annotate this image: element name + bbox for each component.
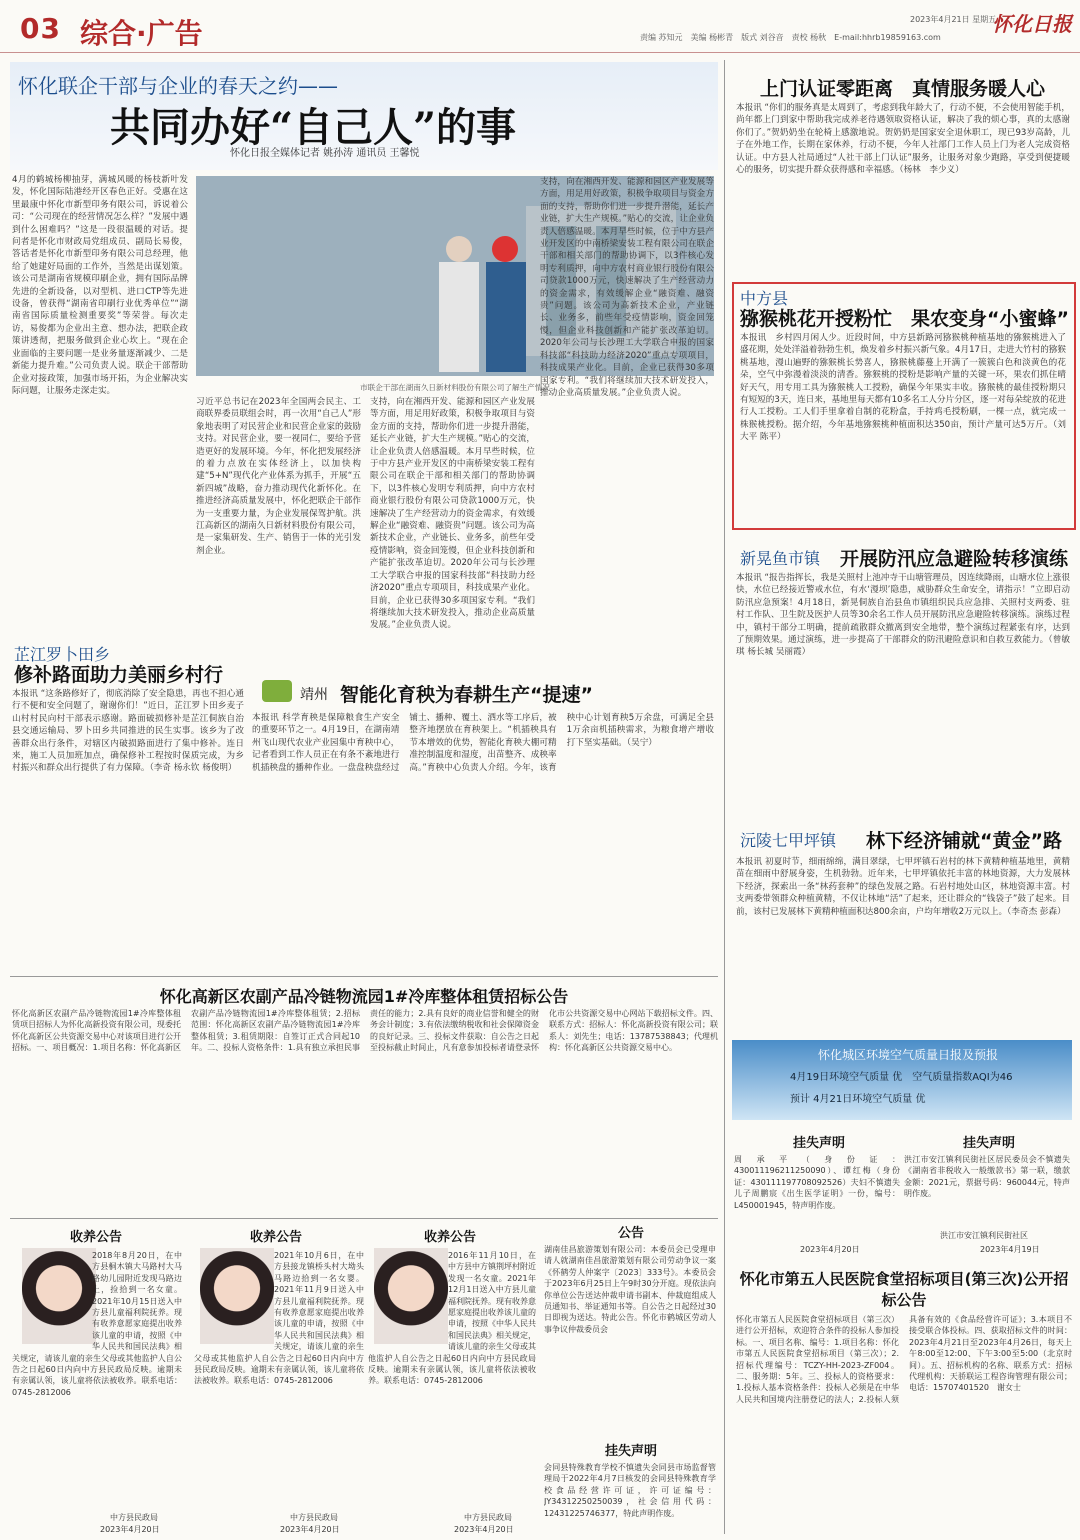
adoption1-title: 收养公告 [69, 1230, 122, 1245]
adoption1-text: 2018年8月20日，在中方县桐木镇大马路村大马路幼儿园附近发现马路边上，捡拾到一名女童。2021年10月15日送入中方县儿童福利院抚养。现有收养意愿家庭提出收养该儿童的申请，按照《中华人民共和国民法典》相关规定，请该儿童的亲生父母或其他监护人自公告之日起60日内向中方县民政局反映。逾期未有亲属认领，该儿童将依法被收养。联系电话：0745-2812006 [12, 1251, 182, 1397]
road-town: 芷江罗卜田乡 [14, 645, 111, 664]
lost-license-title: 挂失声明 [604, 1444, 657, 1459]
adoption2-sign: 中方县民政局 [290, 1513, 338, 1522]
lost-birth-cert-date: 2023年4月20日 [800, 1245, 860, 1254]
lead-column-1: 4月的鹤城杨柳抽芽，满城风暖的杨枝新叶发发，怀化国际陆港经开区春色正好。受惠在这里最康中怀化市新型印务有限公司，诉说着公司：“公司现在的经营情况怎么样？”发展中遇到什么困难吗？”这是一段很温暖的对话。提问者是怀化市财政局党组成员、副局长易俊，答话者是怀化市新型印务有限公司总经理，他给了她建好局面的工作外，当然是出谋划策。该公司是湖南省规模印刷企业，拥有国际品牌先进的全新设备，以对型机、进口CTP等先进设备，曾获得“湖南省印刷行业优秀单位”“湖南省国际质量检测重要奖”等荣誉。每次走访，易俊都为企业出主意、想办法，把联企政策讲透彻，把服务做到企业心坎上。“现在企业面临的主要问题一是业务量逐渐减少、二是新能力提升难。”公司负责人说。联企干部帮助企业对接政策，加强市场开拓，为企业解决实际问题，让服务走深走实。 [12, 175, 188, 396]
section-title: 综合·广告 [80, 17, 203, 50]
adoption1-sign: 中方县民政局 [110, 1513, 158, 1522]
lead-byline: 怀化日报全媒体记者 姚孙涛 通讯员 王馨悦 [230, 148, 420, 159]
lost-birth-cert-title: 挂失声明 [792, 1136, 845, 1151]
air-quality-today: 4月19日环境空气质量 优 空气质量指数AQI为46 [790, 1072, 1013, 1083]
flood-town: 新晃鱼市镇 [740, 549, 821, 568]
peach-county: 中方县 [740, 289, 789, 308]
tender1-title: 怀化高新区农副产品冷链物流园1#冷库整体租赁招标公告 [159, 987, 569, 1006]
adoption3-sign: 中方县民政局 [464, 1513, 512, 1522]
adoption2-text: 2021年10月6日，在中方县接龙镇桥头村大坳头马路边拾到一名女婴。2021年11月9日送入中方县儿童福利院抚养。现有收养意愿家庭提出收养该儿童的申请，按照《中华人民共和国民法典》相关规定，请该儿童的亲生父母或其他监护人自公告之日起60日内向中方县民政局反映。逾期未有亲属认领，该儿童将依法被收养。联系电话：0745-2812006 [194, 1251, 364, 1386]
lead-title: 共同办好“自己人”的事 [110, 104, 517, 151]
road-text: 本报讯 “这条路修好了，彻底消除了安全隐患，再也不担心通行不便和安全问题了，谢谢你们！”近日，芷江罗卜田乡麦子山村村民向村干部表示感谢。路面破损修补是芷江侗族自治县交通运输局、罗卜田乡共同推进的民生实事。该乡为了改善群众出行条件，对辖区内破损路面进行了集中修补。连日来，施工人员加班加点，确保修补工程按时保质完成，为乡村振兴和群众出行提供了有力保障。（李奇 杨永钦 杨俊明） [12, 689, 244, 774]
editor-meta: 责编 苏知元 美编 杨彬青 版式 刘谷音 责校 杨秋 E-mail:hhrb19859163.com [640, 33, 941, 42]
tractor-icon [262, 680, 292, 702]
arbitration-title: 公告 [617, 1226, 644, 1241]
lead-photo-caption: 市联企干部在湖南久日新材料股份有限公司了解生产情况 [360, 383, 550, 392]
air-quality-forecast: 预计 4月21日环境空气质量 优 [790, 1094, 926, 1105]
rice-title: 智能化育秧为春耕生产“提速” [340, 684, 593, 706]
adoption2-title: 收养公告 [249, 1230, 302, 1245]
rice-county: 靖州 [300, 687, 328, 703]
lost-receipt-text: 洪江市安江镇利民街社区居民委员会不慎遗失《湖南省非税收入一般缴款书》第一联，缴款金额：2021元，票据号码：960044元，特声明作废。 [904, 1155, 1070, 1199]
page-number: 03 [20, 12, 61, 45]
lead-column-2: 习近平总书记在2023年全国两会民主、工商联界委员联组会时，再一次用“自己人”形象地表明了对民营企业和民营企业家的鼓励支持。对民营企业，要一视同仁，要给予营造更好的发展环境。今年，怀化把发展经济的着力点放在实体经济上，以加快构建“5+N”现代化产业体系为抓手，开展“五新四城”战略，奋力推动现代化新怀化。在推进经济高质量发展中，怀化把联企干部作为一支重要力量，为企业发展保驾护航。洪江高新区的湖南久日新材料股份有限公司，是一家集研发、生产、销售于一体的光引发剂企业。 [196, 397, 361, 556]
lost-receipt-sign: 洪江市安江镇利民街社区 [940, 1231, 1028, 1240]
lead-kicker: 怀化联企干部与企业的春天之约—— [18, 74, 338, 98]
adoption3-date: 2023年4月20日 [454, 1525, 514, 1534]
adoption2-date: 2023年4月20日 [280, 1525, 340, 1534]
lead-column-3b: 支持，向在湘西开发、能源和园区产业发展等方面，用足用好政策，积极争取项目与资金方面的支持，帮助你们进一步提升潜能，延长产业链，扩大生产规模。”贴心的交流，让企业负责人倍感温暖。本月早些时候，位于中方县产业开发区的中南桥梁安装工程有限公司在联企干部和相关部门的帮助协调下，以3件核心发明专利质押，向中方农村商业银行股份有限公司贷款1000万元，快速解决了生产经营动力的资金需求，有效缓解企业“融资难、融资贵”问题。该公司为高新技术企业，产业链长、业务多，前些年受疫情影响，资金回笼慢，但企业科技创新和产能扩张改革迫切。2020年公司与长沙理工大学联合申报的国家科技部“科技助力经济2020”重点专项项目，科技成果产业化。目前，企业已获得30多项国家专利。“我们将继续加大技术研发投入，推动企业高质量发展。”企业负责人说。 [540, 177, 714, 398]
arbitration-text: 湖南佳昌旅游策划有限公司：本委员会已受理申请人就湖南佳昌旅游策划有限公司劳动争议一案《怀鹤劳人仲案字〔2023〕333号》。本委员会于2023年6月25日上午9时30分开庭。现依法向你单位公告送达仲裁申请书副本、仲裁庭组成人员通知书、举证通知书等。自公告之日起经过30日即视为送达。特此公告。怀化市鹤城区劳动人事争议仲裁委员会 [544, 1245, 716, 1334]
road-title: 修补路面助力美丽乡村行 [14, 664, 224, 686]
peach-text: 本报讯 乡村四月闲人少。近段时间，中方县新路河猕猴桃种植基地的猕猴桃进入了盛花期，处处洋溢着勃勃生机，焕发着乡村振兴新气象。4月17日，走进大竹村的猕猴桃基地，漫山遍野的猕猴桃长势喜人，猕猴桃藤蔓上开满了一簇簇白色和淡黄色的花朵，空气中弥漫着淡淡的清香。猕猴桃的授粉是影响产量的关键一环，果农们抓住晴好天气，用专用工具为猕猴桃人工授粉，确保今年果实丰收。猕猴桃的最佳授粉期只有短短的3天，连日来，基地里每天都有10多名工人分片分区，逐一对每朵绽放的花进行人工授粉。工人们手里拿着自制的花粉盒，手持鸡毛授粉刷，一棵一点，就完成一株猴桃授粉。据介绍，今年基地猕猴桃种植面积达350亩，预计产量可达5万斤。（刘大平 陈平） [740, 333, 1066, 443]
lost-birth-cert-text: 周承平（身份证：430011196211250090）、谭红梅（身份证：430111197708092526）夫妇不慎遗失儿子周鹏宸《出生医学证明》一份，编号：L450001945，特声明作废。 [734, 1155, 900, 1210]
newspaper-logo: 怀化日报 [992, 12, 1072, 36]
lead-column-3a: 支持，向在湘西开发、能源和园区产业发展等方面，用足用好政策，积极争取项目与资金方面的支持，帮助你们进一步提升潜能，延长产业链，扩大生产规模。”贴心的交流，让企业负责人倍感温暖。本月早些时候，位于中方县产业开发区的中南桥梁安装工程有限公司在联企干部和相关部门的帮助协调下，以3件核心发明专利质押，向中方农村商业银行股份有限公司贷款1000万元，快速解决了生产经营动力的资金需求，有效缓解企业“融资难、融资贵”问题。该公司为高新技术企业，产业链长、业务多，前些年受疫情影响，资金回笼慢，但企业科技创新和产能扩张改革迫切。2020年公司与长沙理工大学联合申报的国家科技部“科技助力经济2020”重点专项项目，科技成果产业化。目前，企业已获得30多项国家专利。“我们将继续加大技术研发投入，推动企业高质量发展。”企业负责人说。 [370, 397, 535, 631]
peach-title: 猕猴桃花开授粉忙 果农变身“小蜜蜂” [740, 308, 1069, 330]
section-divider [10, 976, 718, 977]
service-text: 本报讯 “你们的服务真是太周到了，考虑到我年龄大了，行动不便，不会使用智能手机，尚年都上门到家中帮助我完成养老待遇领取资格认证，解决了我的烦心事，真的太感谢你们了。”贺奶奶坐在轮椅上感激地说。贺奶奶是国家安全退休职工，现已93岁高龄，儿子在外地工作，长期在家休养，行动不便，今年人社部门工作人员上门为老人完成资格认证。中方县人社局通过“人社干部上门认证”服务，让服务对象少跑路，享受到便捷暖心的服务，切实提升群众获得感和幸福感。（杨林 李少义） [736, 103, 1070, 176]
rice-text: 本报讯 科学育秧是保障粮食生产安全的重要环节之一。4月19日，在湖南靖州飞山现代农业产业园集中育秧中心，记者看到工作人员正在有条不紊地进行机插秧盘的播种作业。一盘盘秧盘经过铺土、播种、覆土、洒水等工序后，被整齐地摆放在育秧架上。“机插秧具有节本增效的优势，智能化育秧大棚可精准控制温度和湿度，出苗整齐、成秧率高。”育秧中心负责人介绍。今年，该育秧中心计划育秧5万余盘，可满足全县1万余亩机插秧需求，为粮食增产增收打下坚实基础。（吴宁） [252, 713, 714, 773]
flood-title: 开展防汛应急避险转移演练 [840, 548, 1069, 570]
air-quality-title: 怀化城区环境空气质量日报及预报 [818, 1048, 999, 1062]
lost-receipt-title: 挂失声明 [962, 1136, 1015, 1151]
adoption3-title: 收养公告 [423, 1230, 476, 1245]
service-title: 上门认证零距离 真情服务暖人心 [760, 78, 1046, 100]
forest-title: 林下经济铺就“黄金”路 [866, 830, 1062, 852]
lost-receipt-date: 2023年4月19日 [980, 1245, 1040, 1254]
adoption1-date: 2023年4月20日 [100, 1525, 160, 1534]
tender1-text: 怀化高新区农副产品冷链物流园1#冷库整体租赁项目招标人为怀化高新投资有限公司，现委托怀化高新区公共资源交易中心对该项目进行公开招标。一、项目概况：1.项目名称：怀化高新区农副产品冷链物流园1#冷库整体租赁；2.招标范围：怀化高新区农副产品冷链物流园1#冷库整体租赁；3.租赁期限：自签订正式合同起10年。二、投标人资格条件：1.具有独立承担民事责任的能力；2.具有良好的商业信誉和健全的财务会计制度；3.有依法缴纳税收和社会保障资金的良好记录。三、投标文件获取：自公告之日起至投标截止时间止，凡有意参加投标者请登录怀化市公共资源交易中心网站下载招标文件。四、联系方式：招标人：怀化高新投资有限公司；联系人：刘先生；电话：13787538843；代理机构：怀化高新区公共资源交易中心。 [12, 1009, 718, 1053]
tender2-title: 怀化市第五人民医院食堂招标项目(第三次)公开招标公告 [739, 1270, 1069, 1309]
forest-town: 沅陵七甲坪镇 [740, 831, 837, 850]
column-divider [724, 60, 725, 1534]
adoption3-text: 2016年11月10日，在中方县中方镇荆坪村附近发现一名女童。2021年12月1日送入中方县儿童福利院抚养。现有收养意愿家庭提出收养该儿童的申请，按照《中华人民共和国民法典》相关规定，请该儿童的亲生父母或其他监护人自公告之日起60日内向中方县民政局反映。逾期未有亲属认领，该儿童将依法被收养。联系电话：0745-2812006 [368, 1251, 536, 1386]
flood-text: 本报讯 “报告指挥长，我是关照村上池冲寺干山塘管理员，因连续降雨，山塘水位上涨很快，水位已经接近警戒水位，有水‘漫坝’隐患，威胁群众生命安全，请指示！”立即启动防汛应急预案！4月18日，新晃侗族自治县鱼市镇组织民兵应急排、关照村支两委、驻村工作队、卫生院及医护人员等30余名工作人员开展防汛应急避险转移演练。演练过程中，镇村干部分工明确，提前疏散群众撤离到安全地带，整个演练过程紧张有序，达到了预期效果。通过演练，进一步提高了干部群众的防汛避险意识和自救互救能力。（曾敏琪 杨长城 吴丽霞） [736, 573, 1070, 658]
forest-text: 本报讯 初夏时节，细雨绵绵，满目翠绿，七甲坪镇石岩村的林下黄精种植基地里，黄精苗在细雨中舒展身姿，生机勃勃。近年来，七甲坪镇依托丰富的林地资源，大力发展林下经济，探索出一条“林药套种”的绿色发展之路。石岩村地处山区，林地资源丰富。村支两委带领群众种植黄精，不仅让林地“活”了起来，还让群众的“钱袋子”鼓了起来。目前，该村已发展林下黄精种植面积达800余亩，户均年增收2万元以上。（李奇杰 彭森） [736, 857, 1070, 917]
issue-date: 2023年4月21日 星期五 [910, 15, 997, 24]
lost-license-text: 会同县特殊教育学校不慎遗失会同县市场监督管理局于2022年4月7日核发的会同县特殊教育学校食品经营许可证，许可证编号：JY34312250250039，社会信用代码：12431225746377，特此声明作废。 [544, 1463, 716, 1518]
ads-divider [10, 1218, 718, 1219]
tender2-text: 怀化市第五人民医院食堂招标项目（第三次）进行公开招标，欢迎符合条件的投标人参加投标。一、项目名称、编号：1.项目名称：怀化市第五人民医院食堂招标项目（第三次）；2.招标代理编号：TCZY-HH-2023-ZF004。二、服务期：5年。三、投标人的资格要求：1.投标人基本资格条件：投标人必须是在中华人民共和国境内注册登记的法人；2.投标人须具备有效的《食品经营许可证》；3.本项目不接受联合体投标。四、获取招标文件的时间：2023年4月21日至2023年4月26日，每天上午8:00至12:00、下午3:00至5:00（北京时间）。五、招标机构的名称、联系方式：招标代理机构：天骄联运工程咨询管理有限公司；电话：15707401520 谢女士 [736, 1315, 1072, 1404]
